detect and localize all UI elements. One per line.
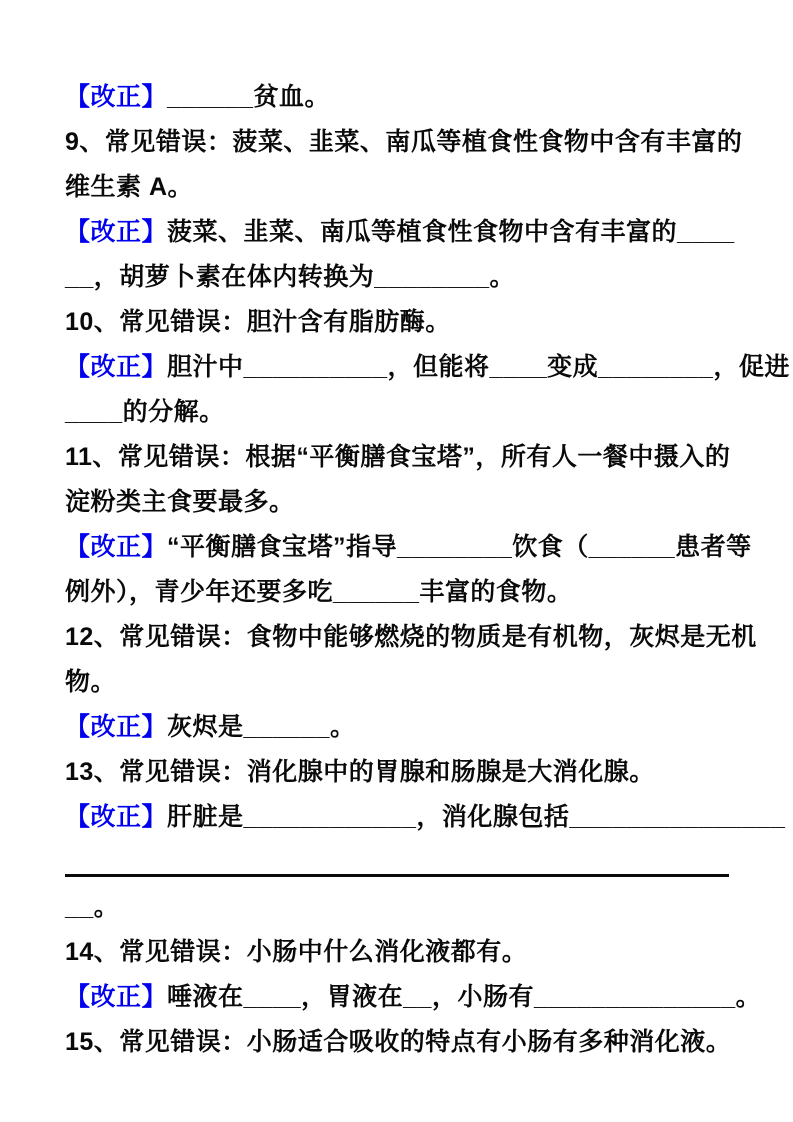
text-line	[65, 120, 743, 165]
correction-label: 【改正】	[65, 803, 168, 831]
line-text: __，胡萝卜素在体内转换为________。	[65, 263, 516, 291]
text-line	[65, 390, 729, 435]
text-line	[65, 525, 752, 570]
correction-label: 【改正】	[65, 983, 168, 1011]
line-text: 胆汁中__________，但能将____变成________，促进	[167, 353, 790, 381]
text-line	[65, 1020, 732, 1065]
text-line	[65, 705, 729, 750]
line-text: 唾液在____，胃液在__，小肠有______________。	[167, 983, 762, 1011]
line-text: 维生素 A。	[65, 173, 194, 201]
text-line	[65, 480, 729, 525]
blank-underline-rule	[65, 874, 729, 877]
text-line	[65, 975, 762, 1020]
line-text: 例外），青少年还要多吃______丰富的食物。	[65, 578, 573, 606]
line-text: 11、常见错误：根据“平衡膳食宝塔”，所有人一餐中摄入的	[65, 443, 731, 471]
text-line	[65, 840, 729, 885]
line-text: 13、常见错误：消化腺中的胃腺和肠腺是大消化腺。	[65, 758, 655, 786]
correction-label: 【改正】	[65, 83, 168, 111]
text-line	[65, 75, 729, 120]
line-text: 9、常见错误：菠菜、韭菜、南瓜等植食性食物中含有丰富的	[65, 128, 743, 156]
text-line	[65, 570, 729, 615]
text-line	[65, 345, 790, 390]
text-line	[65, 210, 735, 255]
line-text: __。	[65, 893, 120, 921]
text-line	[65, 750, 729, 795]
line-text: 物。	[65, 668, 117, 696]
text-line	[65, 930, 729, 975]
line-text: 肝脏是____________，消化腺包括_______________	[167, 803, 786, 831]
text-line	[65, 255, 729, 300]
line-text: 10、常见错误：胆汁含有脂肪酶。	[65, 308, 451, 336]
line-text: 菠菜、韭菜、南瓜等植食性食物中含有丰富的____	[167, 218, 735, 246]
text-line	[65, 615, 757, 660]
text-line	[65, 660, 729, 705]
correction-label: 【改正】	[65, 218, 168, 246]
line-text: ______贫血。	[167, 83, 330, 111]
line-text: 灰烬是______。	[167, 713, 356, 741]
line-text: 淀粉类主食要最多。	[65, 488, 295, 516]
correction-label: 【改正】	[65, 713, 168, 741]
correction-label: 【改正】	[65, 353, 168, 381]
line-text: ____的分解。	[65, 398, 225, 426]
text-line	[65, 435, 729, 480]
text-line	[65, 885, 729, 930]
line-text: “平衡膳食宝塔”指导________饮食（______患者等	[167, 533, 752, 561]
text-line	[65, 795, 786, 840]
correction-label: 【改正】	[65, 533, 168, 561]
line-text: 12、常见错误：食物中能够燃烧的物质是有机物，灰烬是无机	[65, 623, 757, 651]
text-line	[65, 300, 729, 345]
line-text: 14、常见错误：小肠中什么消化液都有。	[65, 938, 528, 966]
text-line	[65, 165, 729, 210]
line-text: 15、常见错误：小肠适合吸收的特点有小肠有多种消化液。	[65, 1028, 732, 1056]
